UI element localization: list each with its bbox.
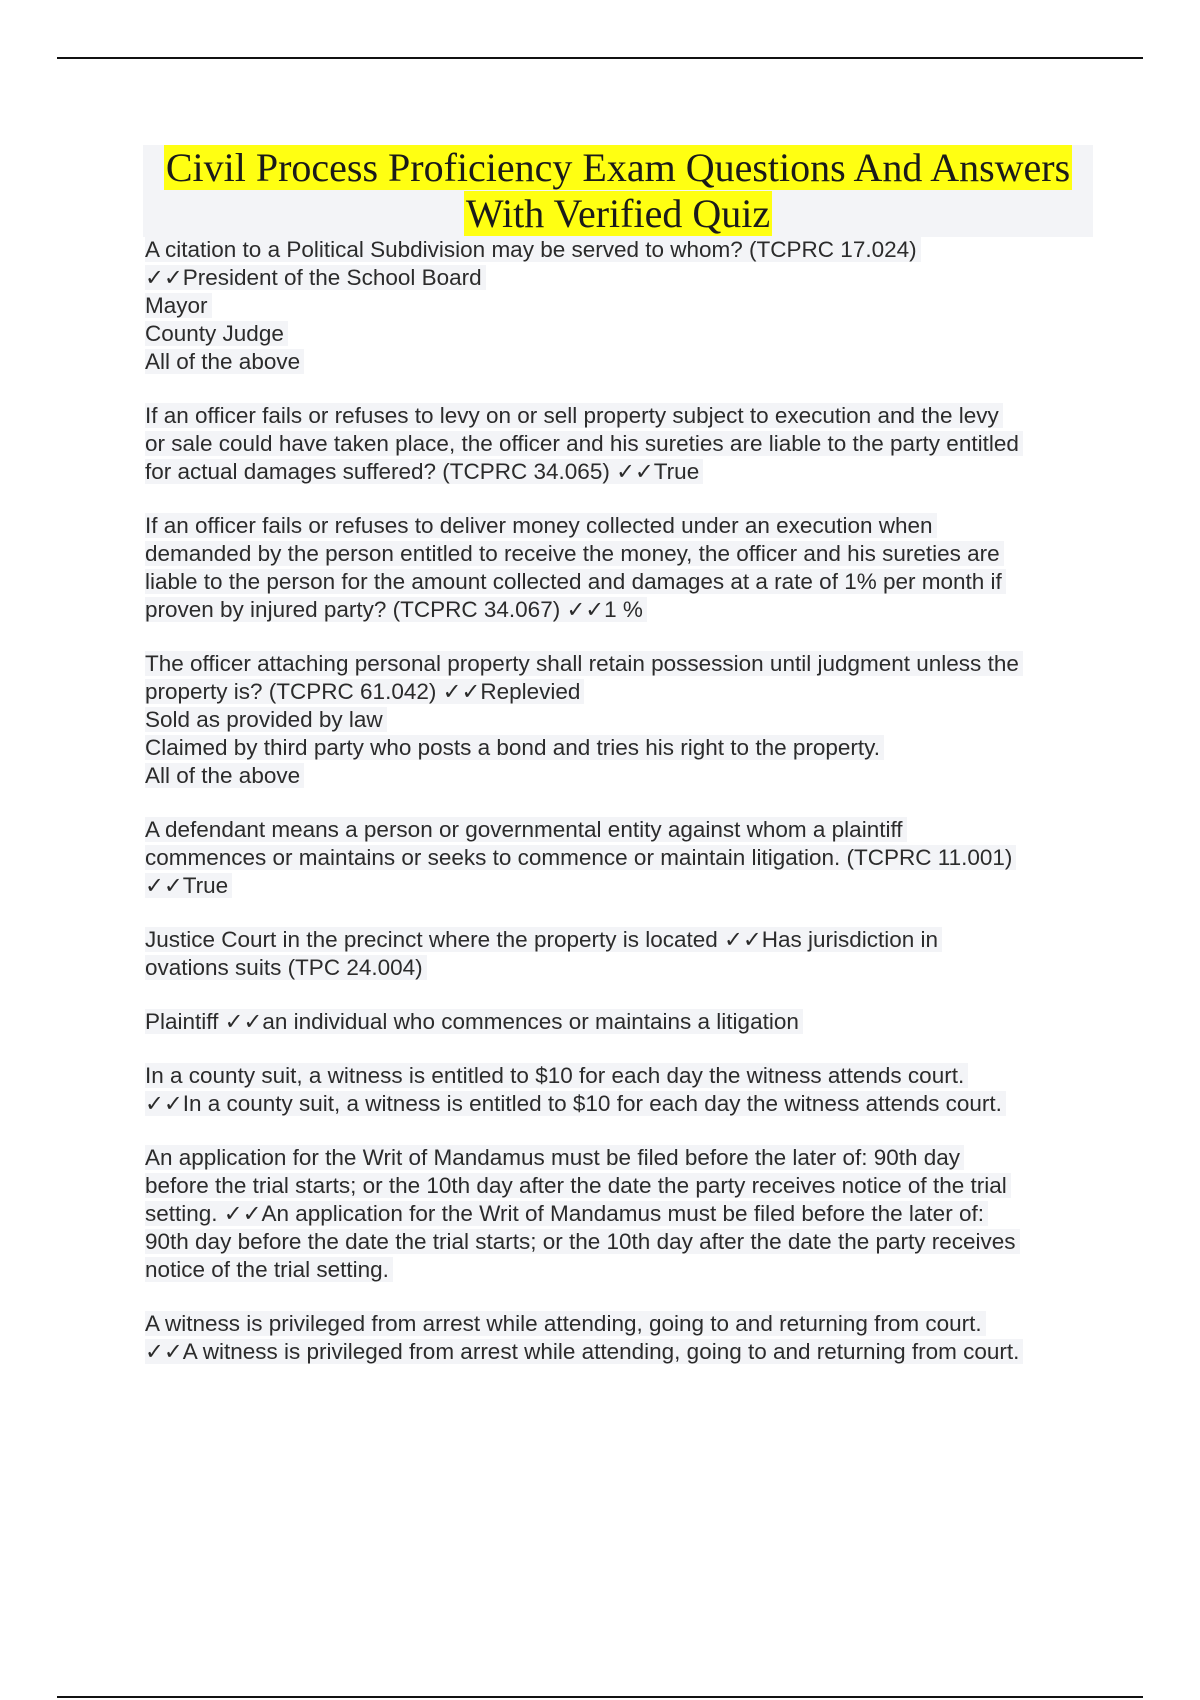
title-line-1: Civil Process Proficiency Exam Questions And Answers [165,145,1071,190]
question-text: Plaintiff ✓✓an individual who commences or maintains a litigation [145,1009,803,1034]
option-text: County Judge [145,321,288,346]
option-text: All of the above [145,763,304,788]
question-text: demanded by the person entitled to receive the money, the officer and his sureties are [145,541,1004,566]
question-text: If an officer fails or refuses to deliver money collected under an execution when [145,513,937,538]
option-text: Mayor [145,293,212,318]
question-text: commences or maintains or seeks to commence or maintain litigation. (TCPRC 11.001) [145,845,1016,870]
answer-text: setting. ✓✓An application for the Writ of Mandamus must be filed before the later of: [145,1201,988,1226]
answer-text: ovations suits (TPC 24.004) [145,955,427,980]
answer-text: notice of the trial setting. [145,1257,393,1282]
option-text: Sold as provided by law [145,707,387,732]
option-text: All of the above [145,349,304,374]
qa-item-9 [145,1144,1095,1284]
answer-text: ✓✓True [145,873,232,898]
question-text: Justice Court in the precinct where the property is located ✓✓Has jurisdiction in [145,927,942,952]
title-line-2: With Verified Quiz [465,191,771,236]
answer-text: ✓✓In a county suit, a witness is entitled to $10 for each day the witness attends court. [145,1091,1006,1116]
answer-text: property is? (TCPRC 61.042) ✓✓Replevied [145,679,584,704]
qa-item-8 [145,1062,1095,1118]
answer-text: ✓✓President of the School Board [145,265,486,290]
question-text: A defendant means a person or governmental entity against whom a plaintiff [145,817,907,842]
question-text: A citation to a Political Subdivision may be served to whom? (TCPRC 17.024) [145,237,921,262]
answer-text: for actual damages suffered? (TCPRC 34.065) ✓✓True [145,459,703,484]
qa-item-4 [145,650,1095,790]
answer-text: ✓✓A witness is privileged from arrest while attending, going to and returning from court. [145,1339,1023,1364]
option-text: Claimed by third party who posts a bond and tries his right to the property. [145,735,884,760]
qa-item-6 [145,926,1095,982]
qa-item-10 [145,1310,1095,1366]
question-text: An application for the Writ of Mandamus must be filed before the later of: 90th day [145,1145,964,1170]
qa-list [145,236,1095,1392]
question-text: A witness is privileged from arrest while attending, going to and returning from court. [145,1311,986,1336]
question-text: liable to the person for the amount collected and damages at a rate of 1% per month if [145,569,1006,594]
question-text: In a county suit, a witness is entitled to $10 for each day the witness attends court. [145,1063,968,1088]
answer-text: 90th day before the date the trial starts; or the 10th day after the date the party receives [145,1229,1020,1254]
qa-item-1 [145,236,1095,376]
answer-text: proven by injured party? (TCPRC 34.067) ✓✓1 % [145,597,647,622]
top-rule [57,57,1143,59]
question-text: The officer attaching personal property shall retain possession until judgment unless the [145,651,1023,676]
document-title [143,145,1093,237]
qa-item-2 [145,402,1095,486]
qa-item-3 [145,512,1095,624]
qa-item-7 [145,1008,1095,1036]
question-text: or sale could have taken place, the officer and his sureties are liable to the party entitled [145,431,1023,456]
qa-item-5 [145,816,1095,900]
question-text: before the trial starts; or the 10th day after the date the party receives notice of the trial [145,1173,1011,1198]
bottom-rule [57,1696,1143,1698]
question-text: If an officer fails or refuses to levy on or sell property subject to execution and the levy [145,403,1003,428]
